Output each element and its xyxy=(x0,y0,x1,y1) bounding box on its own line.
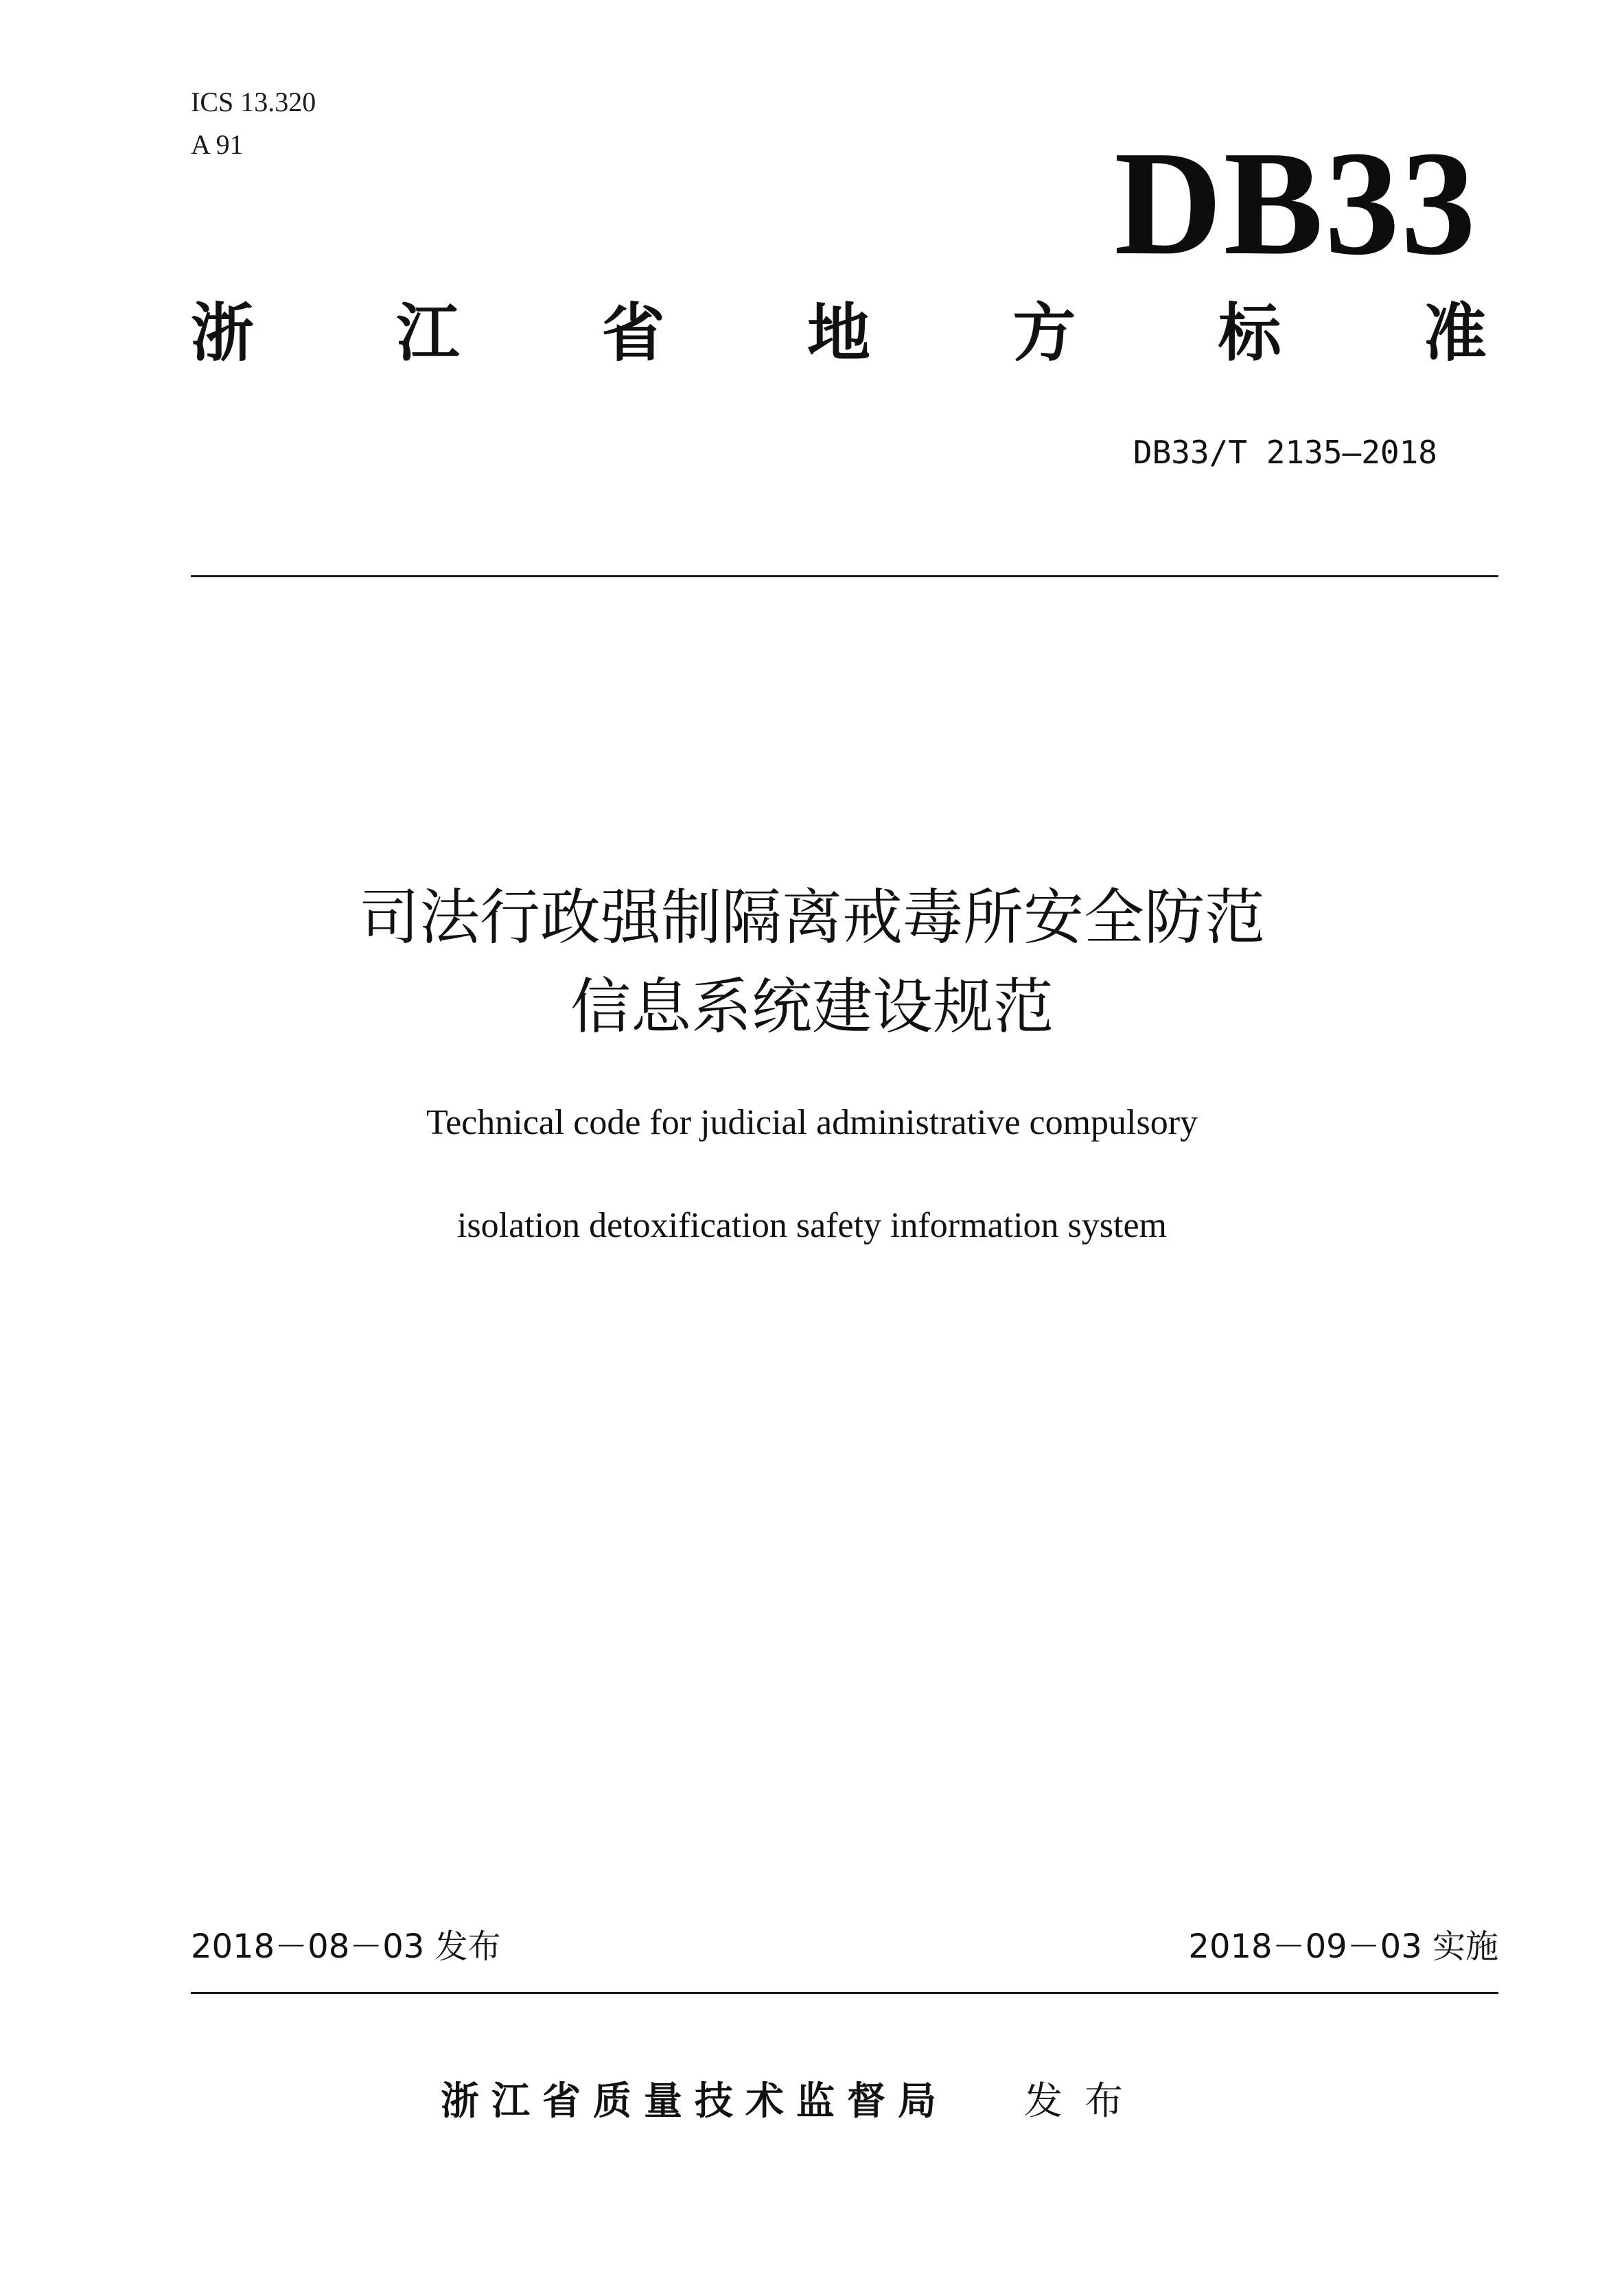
issuing-authority xyxy=(441,2079,1145,2124)
ics-code: ICS 13.320 xyxy=(191,86,316,117)
english-title-line-1: Technical code for judicial administrative compulsory xyxy=(426,1103,1198,1142)
issuer-action: 发布 xyxy=(1024,2079,1145,2124)
chinese-title xyxy=(0,873,1624,1052)
standard-type-char: 省 xyxy=(601,297,665,370)
db33-logo: DB33 xyxy=(1114,121,1477,286)
standard-type-char: 准 xyxy=(1423,297,1487,370)
implementation-date: 2018－09－03 实施 xyxy=(1188,1927,1498,1966)
top-divider xyxy=(191,575,1498,577)
standard-type-char: 标 xyxy=(1218,297,1281,370)
bottom-divider xyxy=(191,1992,1498,1994)
issuer-organization: 浙江省质量技术监督局 xyxy=(441,2079,949,2124)
classification-codes xyxy=(191,81,316,166)
standard-type-char: 方 xyxy=(1012,297,1076,370)
standard-number: DB33/T 2135—2018 xyxy=(1133,434,1437,471)
ccs-code: A 91 xyxy=(191,129,244,160)
english-title-line-2: isolation detoxification safety information system xyxy=(456,1206,1167,1245)
standard-type-heading xyxy=(191,297,1487,370)
standard-type-char: 浙 xyxy=(191,297,255,370)
date-row xyxy=(191,1927,1498,1966)
issue-date: 2018－08－03 发布 xyxy=(191,1927,501,1966)
standard-type-char: 江 xyxy=(396,297,460,370)
chinese-title-line-2: 信息系统建设规范 xyxy=(570,971,1054,1042)
chinese-title-line-1: 司法行政强制隔离戒毒所安全防范 xyxy=(358,882,1265,953)
standard-type-char: 地 xyxy=(807,297,870,370)
